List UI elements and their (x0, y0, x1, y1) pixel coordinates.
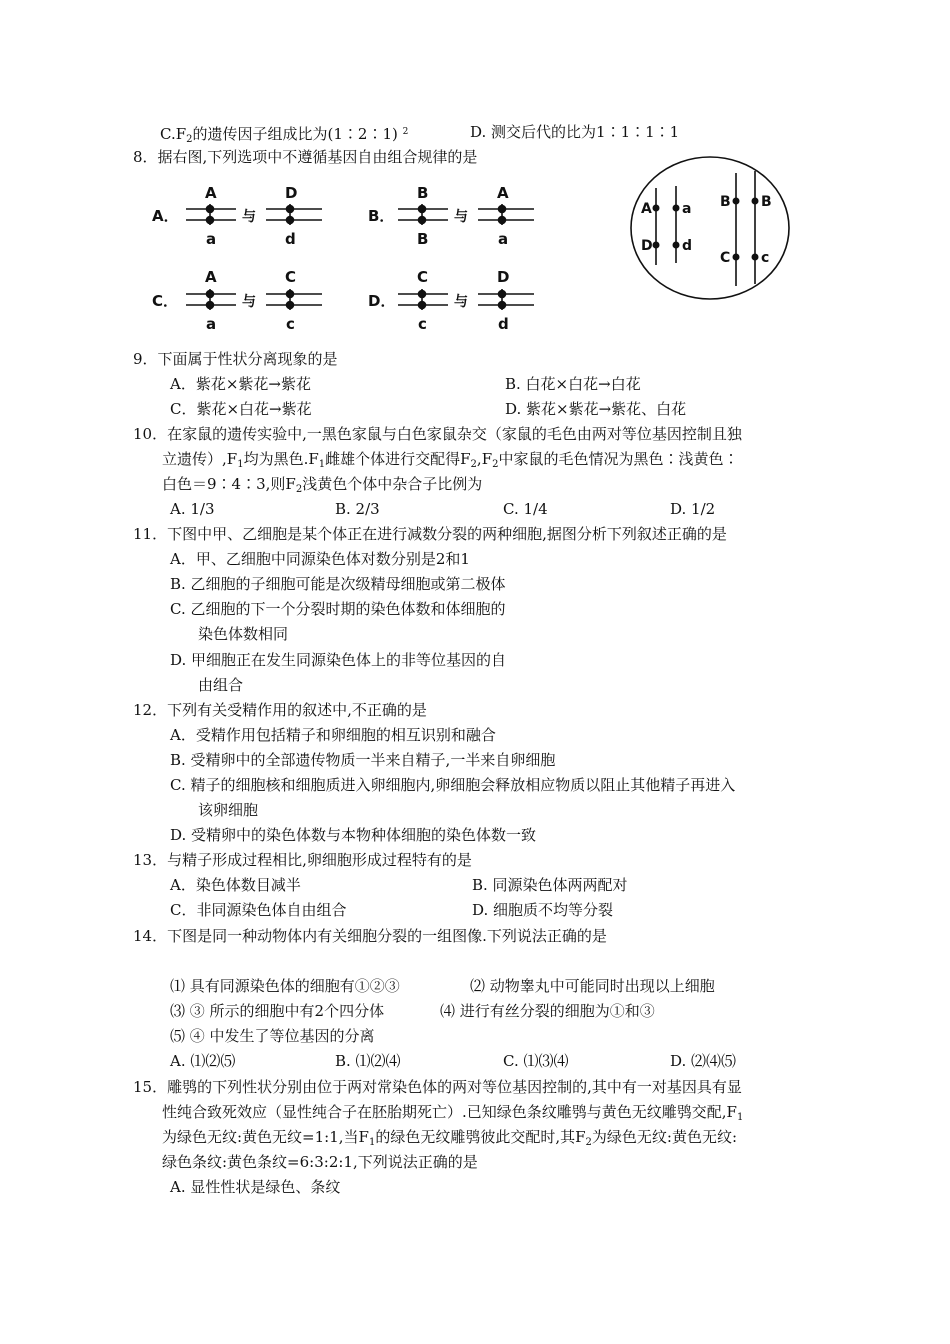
q12-option-d: D. 受精卵中的染色体数与本物种体细胞的染色体数一致 (170, 826, 537, 844)
q11-option-b: B. 乙细胞的子细胞可能是次级精母细胞或第二极体 (170, 575, 506, 593)
q8-c-right-top: C (285, 268, 297, 286)
q8-option-b-label: B． (368, 207, 395, 225)
q10-option-c: C. 1/4 (503, 500, 548, 518)
q14-option-c: C. ⑴⑶⑷ (503, 1052, 569, 1070)
q8-d-left-bottom: c (418, 315, 427, 333)
q10-option-b: B. 2/3 (335, 500, 380, 518)
q14-statement-1: ⑴ 具有同源染色体的细胞有①②③ (170, 977, 400, 995)
q14-statement-5: ⑸ ④ 中发生了等位基因的分离 (170, 1027, 375, 1045)
q8-a-right-bottom: d (285, 230, 296, 248)
cell-label-A: A (641, 201, 652, 217)
q8-cell-diagram (628, 153, 792, 303)
q12-option-c-line2: 该卵细胞 (198, 801, 259, 819)
q8-a-left-bottom: a (206, 230, 217, 248)
q8-b-with: 与 (454, 209, 468, 225)
q9-option-d: D. 紫花×紫花→紫花、白花 (505, 400, 687, 418)
q8-b-right-bottom: a (498, 230, 509, 248)
q8-a-right-top: D (285, 184, 298, 202)
q12-stem: 12．下列有关受精作用的叙述中,不正确的是 (133, 701, 427, 719)
cell-label-C: C (720, 250, 731, 266)
q12-option-a: A．受精作用包括精子和卵细胞的相互识别和融合 (170, 726, 496, 744)
cell-label-B-left: B (720, 194, 731, 210)
q15-stem-line2: 性纯合致死效应（显性纯合子在胚胎期死亡）.已知绿色条纹雕鸮与黄色无纹雕鸮交配$,F_1$ (162, 1103, 744, 1123)
cell-label-a: a (682, 201, 692, 217)
q8-c-left-top: A (205, 268, 217, 286)
q8-b-left-bottom: B (417, 230, 429, 248)
q12-option-c-line1: C. 精子的细胞核和细胞质进入卵细胞内,卵细胞会释放相应物质以阻止其他精子再进入 (170, 776, 736, 794)
q10-stem-line3: 白色＝9∶4∶3,则$F_2$浅黄色个体中杂合子比例为 (162, 475, 483, 495)
q8-options-figure (150, 178, 550, 338)
q15-stem-line4: 绿色条纹:黄色条纹=6:3:2:1,下列说法正确的是 (162, 1153, 478, 1171)
q14-option-a: A. ⑴⑵⑸ (170, 1052, 236, 1070)
q13-stem: 13．与精子形成过程相比,卵细胞形成过程特有的是 (133, 851, 472, 869)
q8-c-with: 与 (242, 294, 256, 310)
q13-option-a: A．染色体数目减半 (170, 876, 301, 894)
q8-option-d-label: D． (368, 292, 396, 310)
cell-label-D: D (641, 238, 653, 254)
q14-statement-3: ⑶ ③ 所示的细胞中有2个四分体 (170, 1002, 385, 1020)
q8-c-left-bottom: a (206, 315, 217, 333)
q13-option-d: D. 细胞质不均等分裂 (472, 901, 614, 919)
q10-stem-line1: 10．在家鼠的遗传实验中,一黑色家鼠与白色家鼠杂交（家鼠的毛色由两对等位基因控制且独 (133, 425, 742, 443)
q8-a-with: 与 (242, 209, 256, 225)
q8-d-with: 与 (454, 294, 468, 310)
q8-stem: 8．据右图,下列选项中不遵循基因自由组合规律的是 (133, 148, 478, 166)
cell-label-d: d (682, 238, 693, 254)
q10-option-a: A. 1/3 (170, 500, 215, 518)
q8-b-right-top: A (497, 184, 509, 202)
q8-b-left-top: B (417, 184, 429, 202)
q9-option-a: A．紫花×紫花→紫花 (170, 375, 311, 393)
q13-option-c: C．非同源染色体自由组合 (170, 901, 347, 919)
q11-option-a: A．甲、乙细胞中同源染色体对数分别是2和1 (170, 550, 470, 568)
q14-option-b: B. ⑴⑵⑷ (335, 1052, 401, 1070)
q14-stem: 14．下图是同一种动物体内有关细胞分裂的一组图像.下列说法正确的是 (133, 927, 607, 945)
q9-option-b: B. 白花×白花→白花 (505, 375, 641, 393)
q7-option-d: D. 测交后代的比为1∶1∶1∶1 (470, 123, 680, 141)
q8-option-c-label: C． (152, 292, 179, 310)
q11-option-d-line1: D. 甲细胞正在发生同源染色体上的非等位基因的自 (170, 651, 507, 669)
q9-stem: 9．下面属于性状分离现象的是 (133, 350, 338, 368)
q11-stem: 11．下图中甲、乙细胞是某个体正在进行减数分裂的两种细胞,据图分析下列叙述正确的是 (133, 525, 727, 543)
q8-a-left-top: A (205, 184, 217, 202)
cell-label-c: c (761, 250, 770, 266)
q8-option-a-label: A． (152, 207, 179, 225)
q11-option-c-line2: 染色体数相同 (198, 625, 289, 643)
q9-option-c: C．紫花×白花→紫花 (170, 400, 312, 418)
q8-d-right-top: D (497, 268, 510, 286)
q11-option-d-line2: 由组合 (198, 676, 244, 694)
q8-d-left-top: C (417, 268, 429, 286)
q8-d-right-bottom: d (498, 315, 509, 333)
q13-option-b: B. 同源染色体两两配对 (472, 876, 628, 894)
q15-option-a: A. 显性性状是绿色、条纹 (170, 1178, 341, 1196)
q14-option-d: D. ⑵⑷⑸ (670, 1052, 737, 1070)
q10-option-d: D. 1/2 (670, 500, 716, 518)
q11-option-c-line1: C. 乙细胞的下一个分裂时期的染色体数和体细胞的 (170, 600, 506, 618)
q15-stem-line3: 为绿色无纹:黄色无纹=1:1,当$F_1$的绿色无纹雕鸮彼此交配时,其$F_2$为绿色无纹:黄色无纹: (162, 1128, 737, 1148)
q15-stem-line1: 15．雕鸮的下列性状分别由位于两对常染色体的两对等位基因控制的,其中有一对基因具有显 (133, 1078, 742, 1096)
q10-stem-line2: 立遗传）$,F_1$均为黑色$.F_1$雌雄个体进行交配得$F_2,F_2$中家鼠的毛色情况为黑色∶浅黄色∶ (162, 450, 739, 470)
q14-statement-4: ⑷ 进行有丝分裂的细胞为①和③ (440, 1002, 655, 1020)
q14-statement-2: ⑵ 动物睾丸中可能同时出现以上细胞 (470, 977, 715, 995)
q12-option-b: B. 受精卵中的全部遗传物质一半来自精子,一半来自卵细胞 (170, 751, 556, 769)
q7-option-c: $C.F_2$的遗传因子组成比为(1∶2∶1) $^2$ (160, 125, 409, 145)
q8-c-right-bottom: c (286, 315, 295, 333)
cell-label-B-right: B (761, 194, 772, 210)
